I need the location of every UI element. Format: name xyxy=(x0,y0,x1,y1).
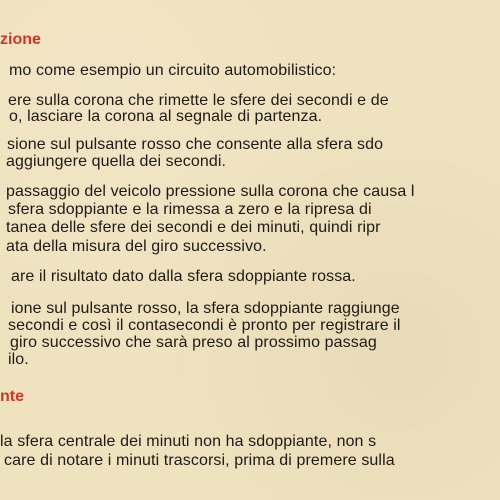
text-line-12: secondi e così il contasecondi è pronto per registrare il xyxy=(8,317,401,334)
text-line-16: care di notare i minuti trascorsi, prima di premere sulla xyxy=(4,452,395,469)
text-line-13: giro successivo che sarà preso al prossimo passag xyxy=(10,334,377,351)
text-line-8: tanea delle sfere dei secondi e dei minuti, quindi ripr xyxy=(6,219,381,236)
text-line-2: ere sulla corona che rimette le sfere dei secondi e de xyxy=(8,92,389,109)
text-line-5: aggiungere quella dei secondi. xyxy=(6,153,227,170)
text-line-9: ata della misura del giro successivo. xyxy=(6,238,267,255)
text-line-1: mo come esempio un circuito automobilistico: xyxy=(9,62,337,79)
text-line-7: sfera sdoppiante e la rimessa a zero e la ripresa di xyxy=(8,201,372,218)
section-heading-1: zione xyxy=(0,31,41,48)
text-line-11: ione sul pulsante rosso, la sfera sdoppiante raggiunge xyxy=(11,300,400,317)
text-line-15: la sfera centrale dei minuti non ha sdoppiante, non s xyxy=(0,433,377,450)
text-line-6: passaggio del veicolo pressione sulla corona che causa l xyxy=(6,183,415,200)
text-line-4: sione sul pulsante rosso che consente alla sfera sdo xyxy=(7,136,384,153)
text-line-3: o, lasciare la corona al segnale di partenza. xyxy=(9,108,323,125)
text-line-10: are il risultato dato dalla sfera sdoppiante rossa. xyxy=(11,268,356,285)
section-heading-2: nte xyxy=(0,388,24,405)
text-line-14: ilo. xyxy=(8,351,29,368)
